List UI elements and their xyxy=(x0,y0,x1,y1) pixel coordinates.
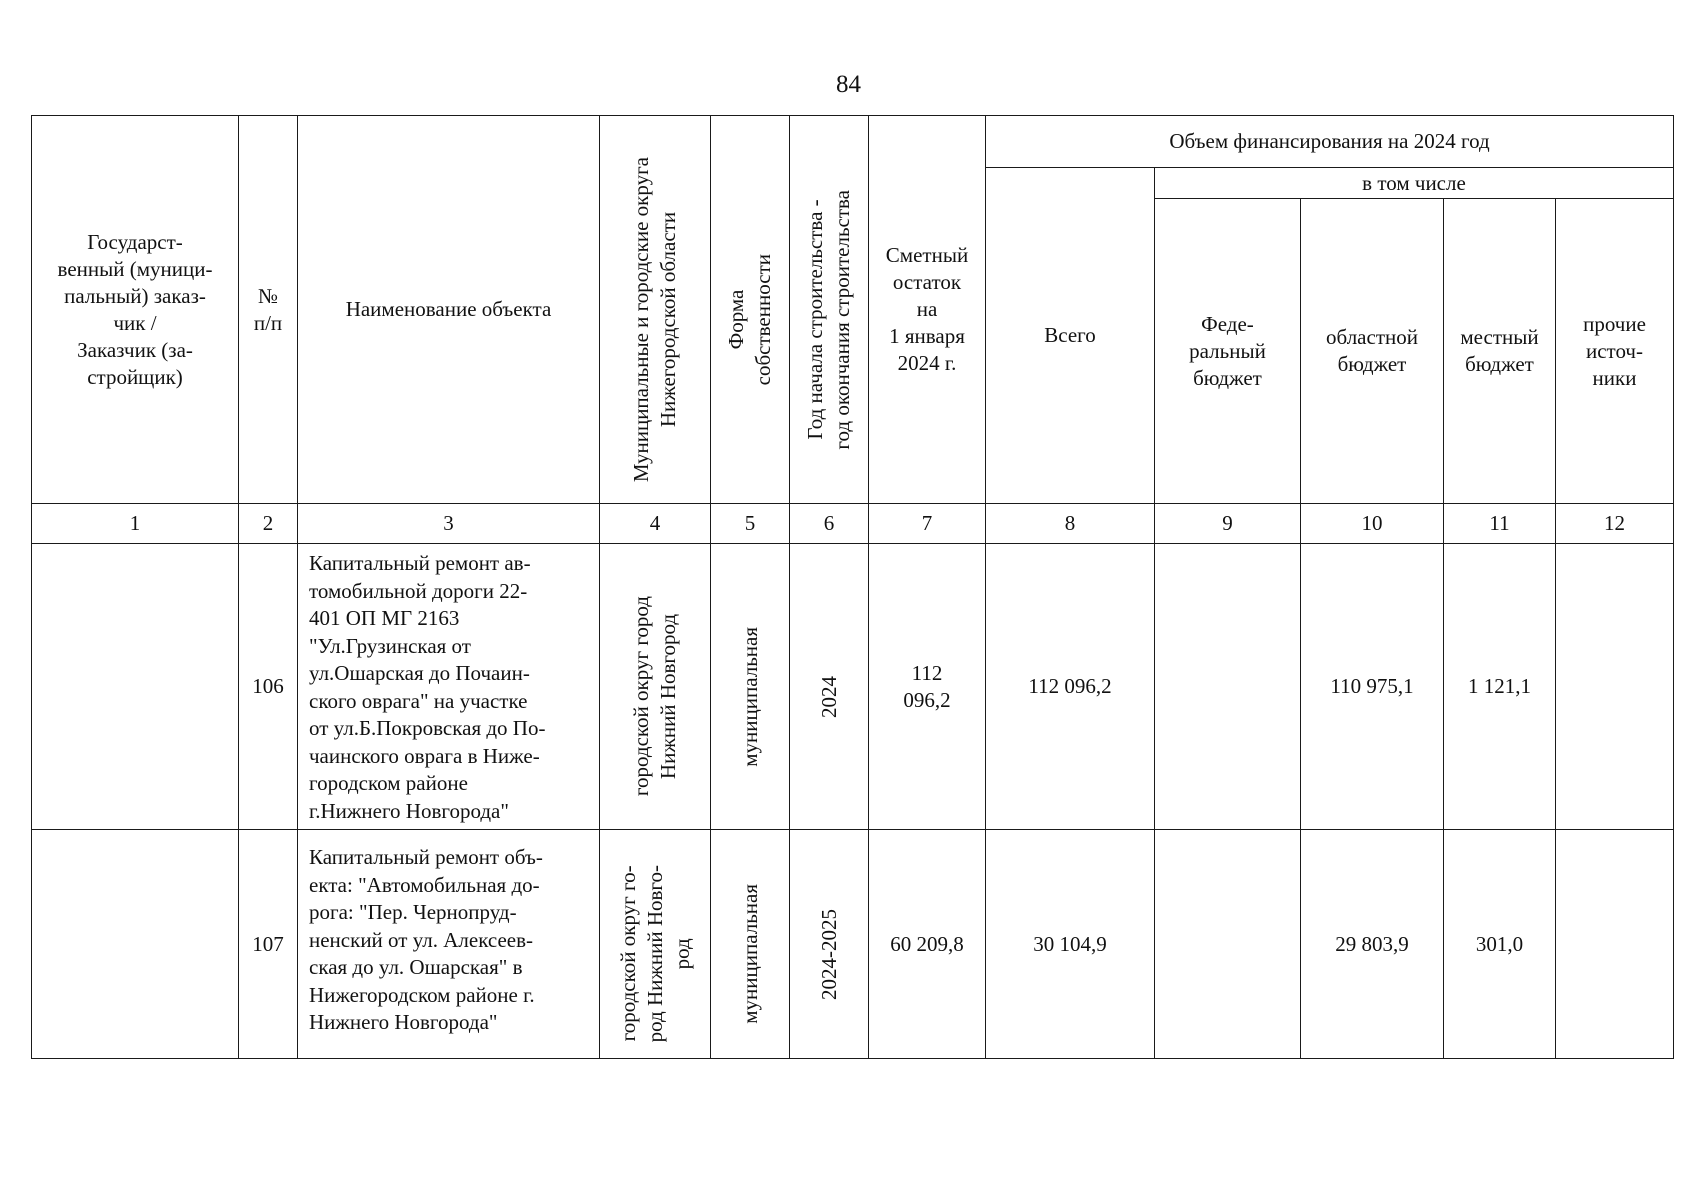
cell-local-budget: 1 121,1 xyxy=(1444,544,1556,830)
header-federal-budget: Феде- ральный бюджет xyxy=(1155,199,1301,504)
header-ownership-text: Форма собственности xyxy=(724,253,775,386)
cell-item-number: 106 xyxy=(239,544,298,830)
cell-object-name: Капитальный ремонт ав- томобильной дороги 22- 401 ОП МГ 2163 "Ул.Грузинская от ул.Ошарская до Почаин- ского оврага" на участке от ул.Б.Покровская до По- чаинского оврага в Ниже- городском районе г.Нижнего Новгорода" xyxy=(298,544,600,830)
header-funding-group: Объем финансирования на 2024 год xyxy=(986,116,1674,168)
cell-ownership xyxy=(711,544,790,830)
header-regional-budget: областной бюджет xyxy=(1301,199,1444,504)
cell-district xyxy=(600,830,711,1059)
column-number: 1 xyxy=(32,504,239,544)
cell-years xyxy=(790,830,869,1059)
cell-total: 112 096,2 xyxy=(986,544,1155,830)
header-including: в том числе xyxy=(1155,168,1674,199)
cell-other-sources xyxy=(1556,830,1674,1059)
cell-regional-budget: 110 975,1 xyxy=(1301,544,1444,830)
column-number: 9 xyxy=(1155,504,1301,544)
column-number: 12 xyxy=(1556,504,1674,544)
cell-other-sources xyxy=(1556,544,1674,830)
cell-years-text: 2024-2025 xyxy=(816,908,841,1000)
cell-ownership xyxy=(711,830,790,1059)
cell-district-text: городской округ го- род Нижний Новго- род xyxy=(615,865,694,1043)
header-local-budget: местный бюджет xyxy=(1444,199,1556,504)
cell-total: 30 104,9 xyxy=(986,830,1155,1059)
column-number: 11 xyxy=(1444,504,1556,544)
column-number: 2 xyxy=(239,504,298,544)
header-years xyxy=(790,116,869,504)
table-row xyxy=(32,830,1674,1059)
header-district-text: Муниципальные и городские округа Нижегородской области xyxy=(629,156,680,483)
column-number: 6 xyxy=(790,504,869,544)
cell-local-budget: 301,0 xyxy=(1444,830,1556,1059)
cell-ownership-text: муниципальная xyxy=(737,626,762,767)
header-customer: Государст- венный (муници- пальный) заказ- чик / Заказчик (за- стройщик) xyxy=(32,116,239,504)
header-estimate-remainder: Сметный остаток на 1 января 2024 г. xyxy=(869,116,986,504)
header-total: Всего xyxy=(986,168,1155,504)
header-row-top xyxy=(32,116,1674,168)
column-numbers-row xyxy=(32,504,1674,544)
header-item-number: № п/п xyxy=(239,116,298,504)
cell-regional-budget: 29 803,9 xyxy=(1301,830,1444,1059)
page-number: 84 xyxy=(836,71,861,98)
cell-customer xyxy=(32,830,239,1059)
column-number: 10 xyxy=(1301,504,1444,544)
cell-years xyxy=(790,544,869,830)
column-number: 7 xyxy=(869,504,986,544)
financing-table xyxy=(31,115,1674,1059)
column-number: 3 xyxy=(298,504,600,544)
cell-ownership-text: муниципальная xyxy=(737,884,762,1024)
column-number: 8 xyxy=(986,504,1155,544)
column-number: 5 xyxy=(711,504,790,544)
header-object-name: Наименование объекта xyxy=(298,116,600,504)
column-number: 4 xyxy=(600,504,711,544)
cell-federal-budget xyxy=(1155,544,1301,830)
cell-district-text: городской округ город Нижний Новгород xyxy=(629,596,680,797)
cell-district xyxy=(600,544,711,830)
cell-object-name: Капитальный ремонт объ- екта: "Автомобильная до- рога: "Пер. Чернопруд- ненский от ул. Алексеев- ская до ул. Ошарская" в Нижегородском районе г. Нижнего Новгорода" xyxy=(298,830,600,1059)
cell-years-text: 2024 xyxy=(816,675,841,718)
cell-estimate-remainder: 112 096,2 xyxy=(869,544,986,830)
header-years-text: Год начала строительства - год окончания строительства xyxy=(803,189,854,450)
cell-federal-budget xyxy=(1155,830,1301,1059)
table-row xyxy=(32,544,1674,830)
header-district xyxy=(600,116,711,504)
header-other-sources: прочие источ- ники xyxy=(1556,199,1674,504)
cell-estimate-remainder: 60 209,8 xyxy=(869,830,986,1059)
header-ownership xyxy=(711,116,790,504)
cell-customer xyxy=(32,544,239,830)
cell-item-number: 107 xyxy=(239,830,298,1059)
